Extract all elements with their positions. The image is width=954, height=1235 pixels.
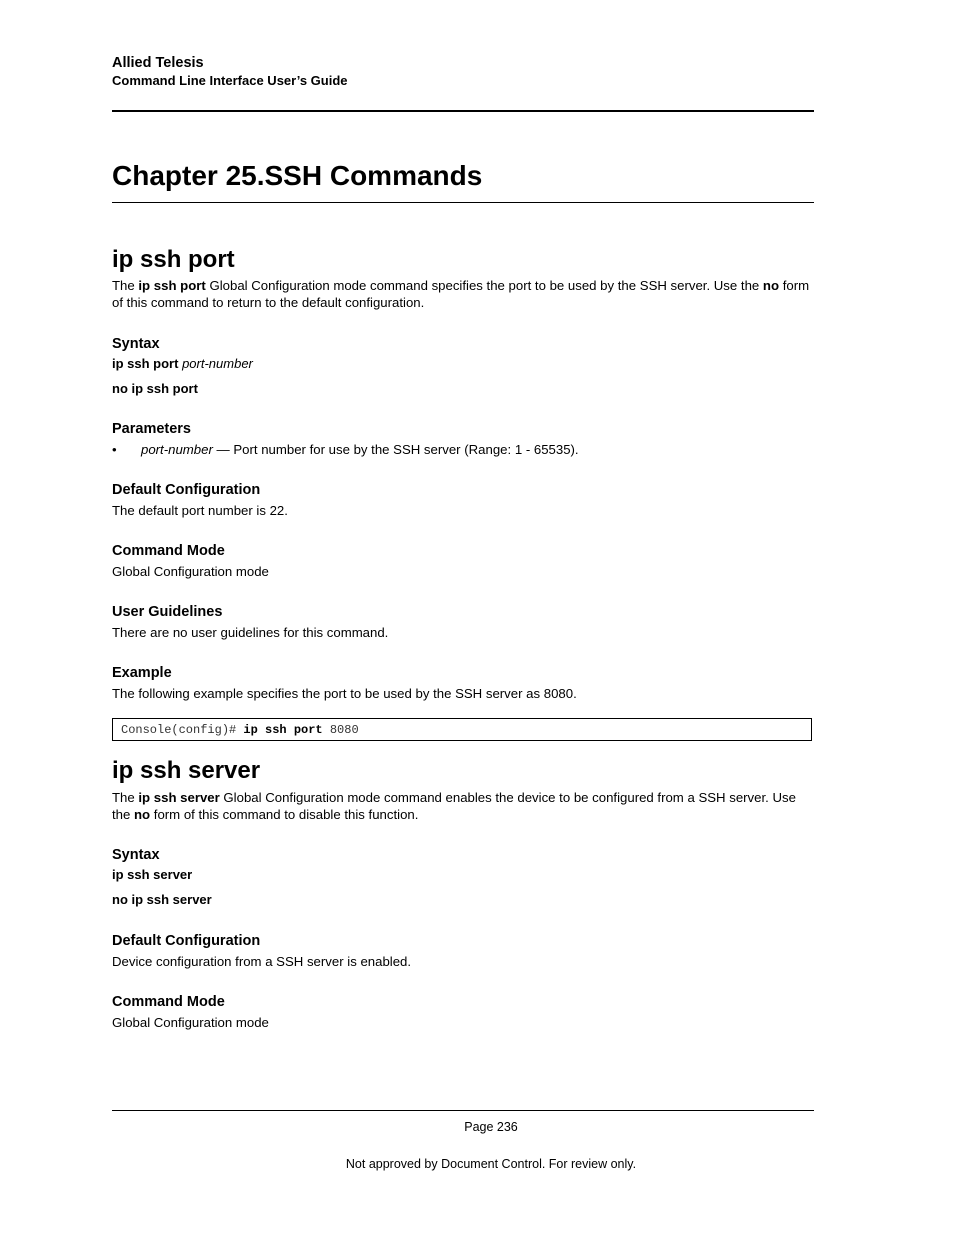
section-intro: The ip ssh port Global Configuration mode command specifies the port to be used by the SSH server. Use the no form of this command to return to the default configuration. — [112, 278, 810, 310]
syntax-no-line: no ip ssh server — [112, 892, 212, 907]
command-mode-heading: Command Mode — [112, 543, 225, 559]
syntax-line: ip ssh server — [112, 867, 193, 882]
syntax-heading: Syntax — [112, 336, 160, 352]
bullet-icon: • — [112, 442, 117, 457]
section-title-ip-ssh-port: ip ssh port — [112, 246, 235, 273]
header-guide-title: Command Line Interface User’s Guide — [112, 73, 348, 88]
command-mode-text: Global Configuration mode — [112, 1015, 269, 1030]
command-mode-heading: Command Mode — [112, 994, 225, 1010]
review-notice: Not approved by Document Control. For review only. — [345, 1157, 637, 1171]
code-example: Console(config)# ip ssh port 8080 — [121, 723, 359, 737]
default-config-text: The default port number is 22. — [112, 503, 288, 518]
user-guidelines-heading: User Guidelines — [112, 604, 223, 620]
default-config-heading: Default Configuration — [112, 482, 261, 498]
example-heading: Example — [112, 665, 172, 681]
default-config-text: Device configuration from a SSH server is enabled. — [112, 954, 412, 969]
parameter-item: • port-number — Port number for use by the SSH server (Range: 1 - 65535). — [112, 442, 579, 457]
header-rule — [112, 110, 814, 112]
user-guidelines-text: There are no user guidelines for this command. — [112, 625, 389, 640]
example-text: The following example specifies the port to be used by the SSH server as 8080. — [112, 686, 577, 701]
syntax-line: ip ssh port port-number — [112, 356, 253, 371]
syntax-heading: Syntax — [112, 847, 160, 863]
code-example-box — [112, 718, 812, 741]
parameters-heading: Parameters — [112, 421, 191, 437]
section-intro: The ip ssh server Global Configuration mode command enables the device to be configured from a SSH server. Use the no form of this command to disable this function. — [112, 790, 796, 822]
chapter-title: Chapter 25.SSH Commands — [112, 160, 483, 191]
command-mode-text: Global Configuration mode — [112, 564, 269, 579]
default-config-heading: Default Configuration — [112, 933, 261, 949]
chapter-rule — [112, 202, 814, 203]
syntax-no-line: no ip ssh port — [112, 381, 198, 396]
footer-rule — [112, 1110, 814, 1111]
section-title-ip-ssh-server: ip ssh server — [112, 757, 261, 784]
page-number: Page 236 — [464, 1120, 518, 1134]
header-company: Allied Telesis — [112, 55, 204, 71]
